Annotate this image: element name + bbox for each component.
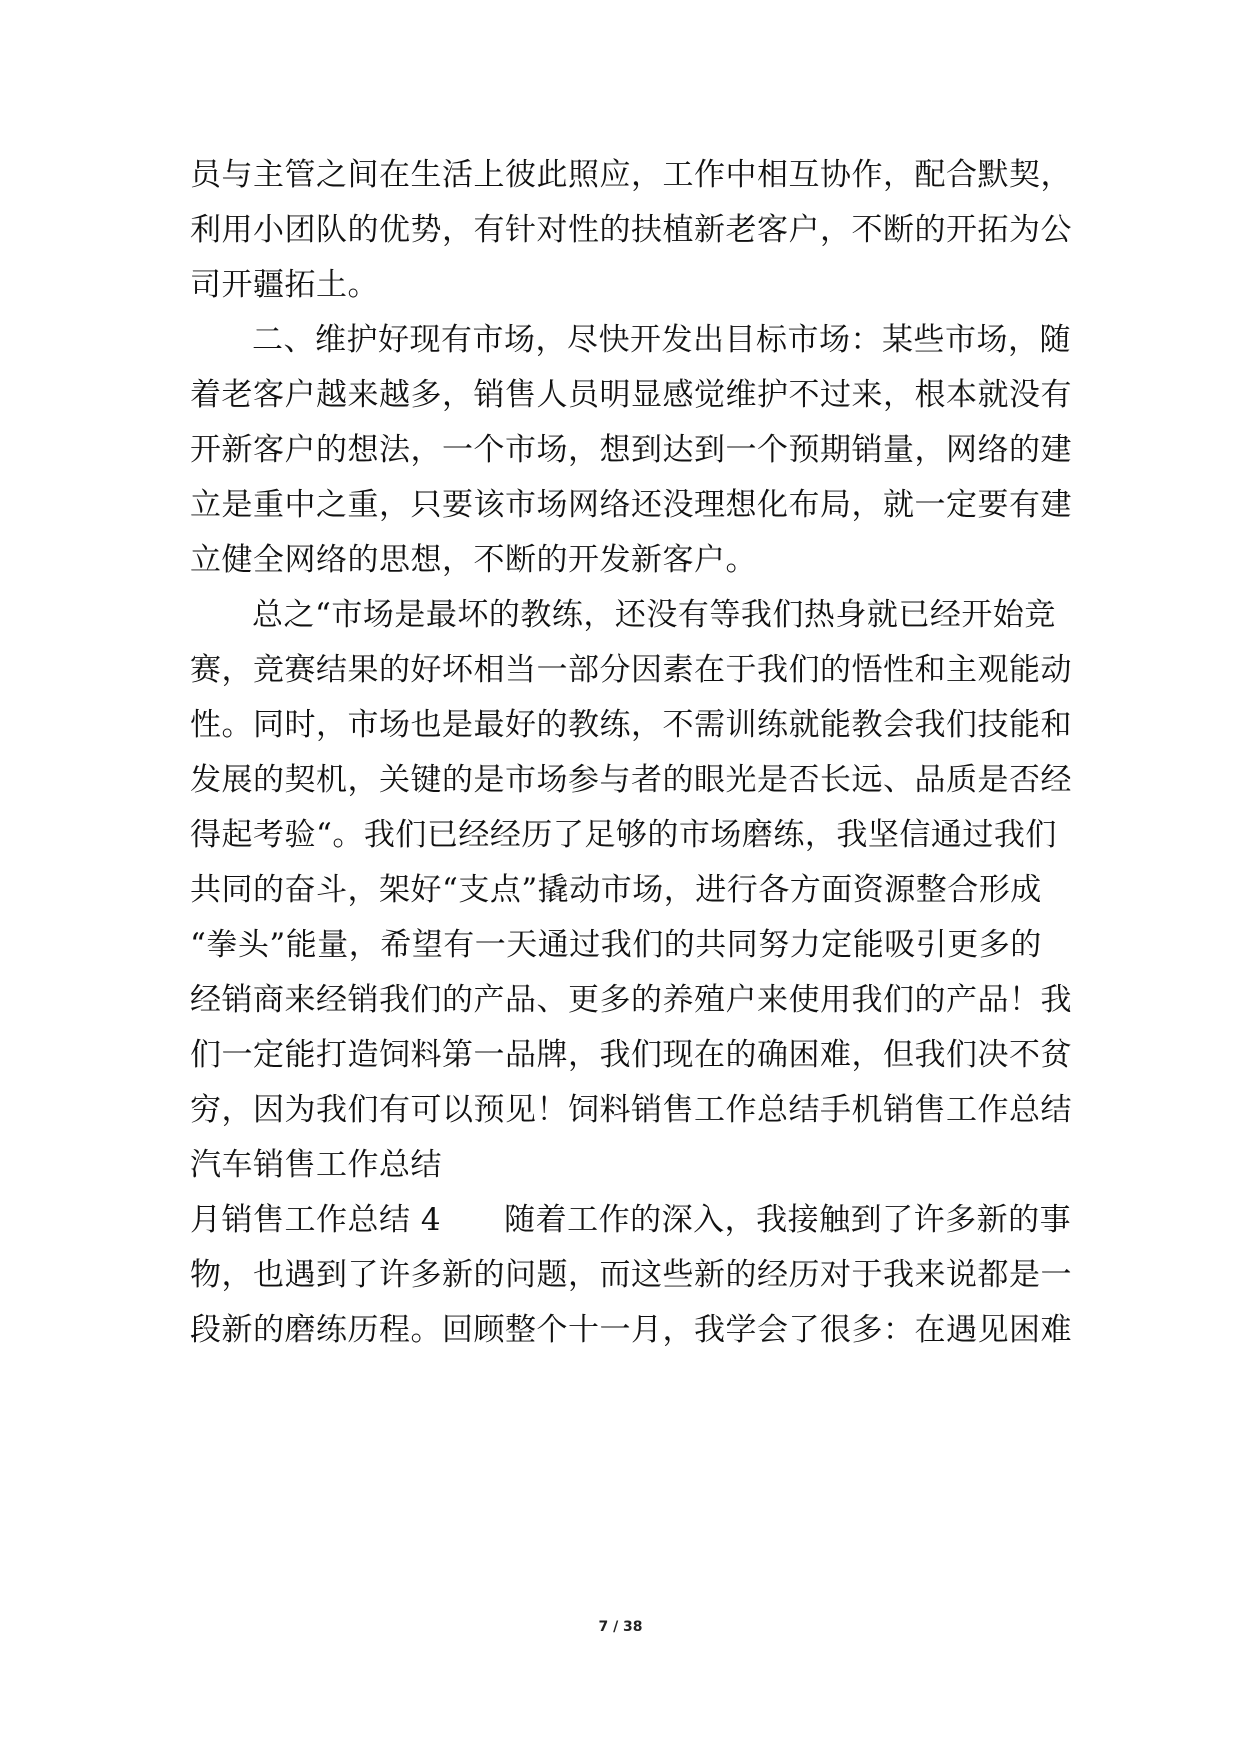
text-line: 段新的磨练历程。回顾整个十一月，我学会了很多：在遇见困难 [190,1312,1072,1348]
text-line: 总之“市场是最坏的教练，还没有等我们热身就已经开始竞 [252,597,1056,633]
text-line: 物，也遇到了许多新的问题，而这些新的经历对于我来说都是一 [190,1257,1072,1293]
text-line: 着老客户越来越多，销售人员明显感觉维护不过来，根本就没有 [190,377,1072,413]
text-line: 月销售工作总结 4 随着工作的深入，我接触到了许多新的事 [190,1202,1072,1238]
text-line: 员与主管之间在生活上彼此照应，工作中相互协作，配合默契， [190,157,1072,193]
text-line: 利用小团队的优势，有针对性的扶植新老客户，不断的开拓为公 [190,212,1072,248]
text-line: 二、维护好现有市场，尽快开发出目标市场：某些市场，随 [252,322,1071,358]
text-line: 共同的奋斗，架好“支点”撬动市场，进行各方面资源整合形成 [190,872,1042,908]
text-line: 性。同时，市场也是最好的教练，不需训练就能教会我们技能和 [190,707,1072,743]
text-line: 发展的契机，关键的是市场参与者的眼光是否长远、品质是否经 [190,762,1072,798]
text-line: 穷，因为我们有可以预见！饲料销售工作总结手机销售工作总结 [190,1092,1072,1128]
page-number: 7 / 38 [598,1619,643,1635]
text-line: 立是重中之重，只要该市场网络还没理想化布局，就一定要有建 [190,487,1072,523]
text-line: 得起考验“。我们已经经历了足够的市场磨练，我坚信通过我们 [190,817,1057,853]
text-line: 经销商来经销我们的产品、更多的养殖户来使用我们的产品！我 [190,982,1072,1018]
text-line: “拳头”能量，希望有一天通过我们的共同努力定能吸引更多的 [190,927,1042,963]
text-line: 开新客户的想法，一个市场，想到达到一个预期销量，网络的建 [190,432,1072,468]
text-line: 司开疆拓土。 [190,267,379,303]
text-line: 立健全网络的思想，不断的开发新客户。 [190,542,757,578]
text-line: 们一定能打造饲料第一品牌，我们现在的确困难，但我们决不贫 [190,1037,1072,1073]
text-line: 赛，竞赛结果的好坏相当一部分因素在于我们的悟性和主观能动 [190,652,1072,688]
text-line: 汽车销售工作总结 [190,1147,442,1183]
